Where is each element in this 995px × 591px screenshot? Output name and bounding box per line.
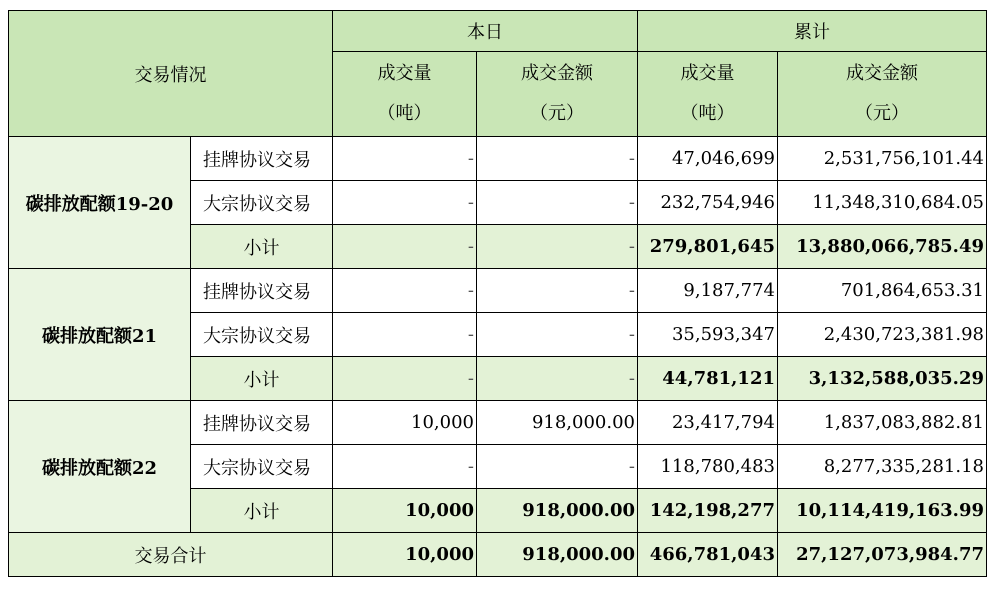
- cum-volume: 23,417,794: [638, 401, 778, 445]
- table-row: [9, 269, 987, 313]
- today-amount: -: [477, 445, 638, 489]
- today-amount: -: [477, 313, 638, 357]
- trade-type: 大宗协议交易: [191, 313, 333, 357]
- table-row: [9, 137, 987, 181]
- today-volume: -: [333, 181, 477, 225]
- cum-amount-unit: （元）: [855, 103, 909, 124]
- today-volume: 10,000: [333, 489, 477, 533]
- total-cum-volume: 466,781,043: [638, 533, 778, 577]
- today-amount: -: [477, 225, 638, 269]
- trade-type: 大宗协议交易: [191, 445, 333, 489]
- cum-volume: 279,801,645: [638, 225, 778, 269]
- trade-type: 大宗协议交易: [191, 181, 333, 225]
- cum-volume: 9,187,774: [638, 269, 778, 313]
- today-volume-unit: （吨）: [377, 103, 432, 124]
- grand-total-label: 交易合计: [9, 533, 333, 577]
- cum-volume-title: 成交量: [680, 63, 735, 84]
- today-amount: -: [477, 269, 638, 313]
- trade-type: 挂牌协议交易: [191, 269, 333, 313]
- today-amount: -: [477, 137, 638, 181]
- table-row: [9, 401, 987, 445]
- today-amount-unit: （元）: [530, 103, 584, 124]
- cum-amount: 10,114,419,163.99: [778, 489, 987, 533]
- today-volume: -: [333, 137, 477, 181]
- cum-amount: 13,880,066,785.49: [778, 225, 987, 269]
- today-volume: -: [333, 269, 477, 313]
- today-volume-title: 成交量: [377, 63, 432, 84]
- cum-volume-header: [638, 52, 778, 137]
- cum-volume: 44,781,121: [638, 357, 778, 401]
- header-row-1: [9, 11, 987, 52]
- today-volume: -: [333, 445, 477, 489]
- today-volume: 10,000: [333, 401, 477, 445]
- cum-amount: 2,430,723,381.98: [778, 313, 987, 357]
- today-volume-header: [333, 52, 477, 137]
- cum-volume: 118,780,483: [638, 445, 778, 489]
- today-header: 本日: [333, 11, 638, 52]
- total-today-volume: 10,000: [333, 533, 477, 577]
- cum-amount: 1,837,083,882.81: [778, 401, 987, 445]
- grand-total-row: [9, 533, 987, 577]
- today-amount: -: [477, 357, 638, 401]
- total-cum-amount: 27,127,073,984.77: [778, 533, 987, 577]
- cum-amount: 11,348,310,684.05: [778, 181, 987, 225]
- today-amount: -: [477, 181, 638, 225]
- corner-header: 交易情况: [9, 11, 333, 137]
- section-name: 碳排放配额21: [9, 269, 191, 401]
- subtotal-label: 小计: [191, 225, 333, 269]
- cum-volume: 35,593,347: [638, 313, 778, 357]
- cum-volume: 232,754,946: [638, 181, 778, 225]
- cum-volume-unit: （吨）: [680, 103, 735, 124]
- today-amount: 918,000.00: [477, 489, 638, 533]
- cum-amount-header: [778, 52, 987, 137]
- cum-amount: 8,277,335,281.18: [778, 445, 987, 489]
- cum-amount-title: 成交金额: [846, 63, 918, 84]
- cum-volume: 142,198,277: [638, 489, 778, 533]
- today-volume: -: [333, 225, 477, 269]
- today-amount: 918,000.00: [477, 401, 638, 445]
- total-today-amount: 918,000.00: [477, 533, 638, 577]
- subtotal-label: 小计: [191, 357, 333, 401]
- section-name: 碳排放配额19-20: [9, 137, 191, 269]
- cum-amount: 2,531,756,101.44: [778, 137, 987, 181]
- today-volume: -: [333, 357, 477, 401]
- today-volume: -: [333, 313, 477, 357]
- today-amount-header: [477, 52, 638, 137]
- cum-amount: 701,864,653.31: [778, 269, 987, 313]
- trading-summary-table: [8, 10, 987, 577]
- trade-type: 挂牌协议交易: [191, 401, 333, 445]
- cum-amount: 3,132,588,035.29: [778, 357, 987, 401]
- cum-volume: 47,046,699: [638, 137, 778, 181]
- section-name: 碳排放配额22: [9, 401, 191, 533]
- subtotal-label: 小计: [191, 489, 333, 533]
- trade-type: 挂牌协议交易: [191, 137, 333, 181]
- cumulative-header: 累计: [638, 11, 987, 52]
- today-amount-title: 成交金额: [521, 63, 593, 84]
